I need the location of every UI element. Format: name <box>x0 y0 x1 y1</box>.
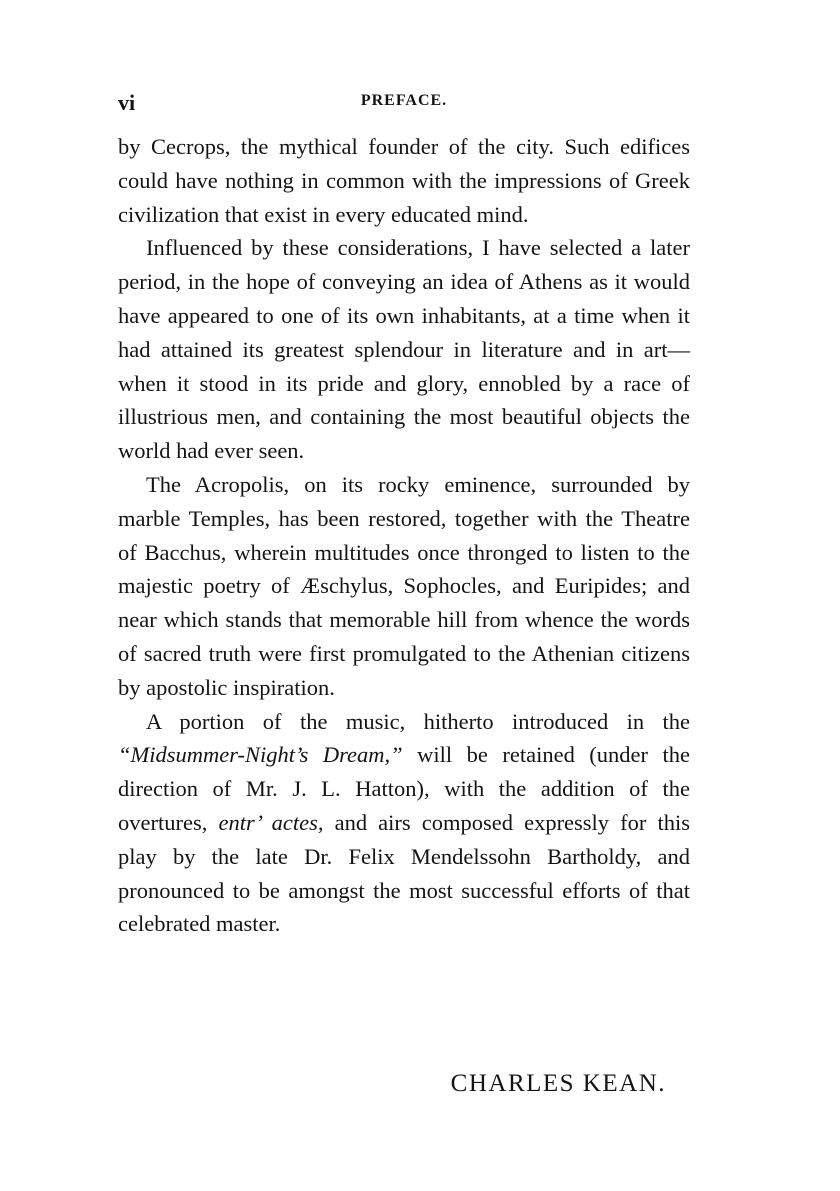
paragraph-1: by Cecrops, the mythical founder of the city. Such edifices could have nothing in common with the impressions of Greek civilization that exist in every educated mind. <box>118 134 690 227</box>
play-title: “Midsummer-Night’s Dream,” <box>118 742 403 768</box>
running-title: PREFACE. <box>360 92 448 109</box>
entr-actes-term: entr’ actes, <box>218 809 324 835</box>
preface-body <box>118 130 690 941</box>
page-number: vi <box>118 90 136 115</box>
paragraph-4-text-middle: will be retained (under the direction of Mr. J. L. Hatton), with the addition of the overtures, <box>118 742 690 835</box>
paragraph-3: The Acropolis, on its rocky eminence, surrounded by marble Temples, has been restored, together with the Theatre of Bacchus, wherein multitudes once thronged to listen to the majestic poetry of Æschylus, Sophocles, and Euripides; and near which stands that memorable hill from whence the words of sacred truth were first promulgated to the Athenian citizens by apostolic inspiration. <box>118 471 690 700</box>
author-signature: CHARLES KEAN. <box>450 1070 666 1097</box>
paragraph-4 <box>118 705 690 942</box>
paragraph-4-text-end: and airs composed expressly for this play by the late Dr. Felix Mendelssohn Bartholdy, and pronounced to be amongst the most successful efforts of that celebrated master. <box>118 809 690 937</box>
running-head <box>118 90 690 116</box>
paragraph-4-text-start: A portion of the music, hitherto introduced in the <box>146 708 690 734</box>
paragraph-2: Influenced by these considerations, I have selected a later period, in the hope of conveying an idea of Athens as it would have appeared to one of its own inhabitants, at a time when it had attained its greatest splendour in literature and in art—when it stood in its pride and glory, ennobled by a race of illustrious men, and containing the most beautiful objects the world had ever seen. <box>118 235 690 464</box>
